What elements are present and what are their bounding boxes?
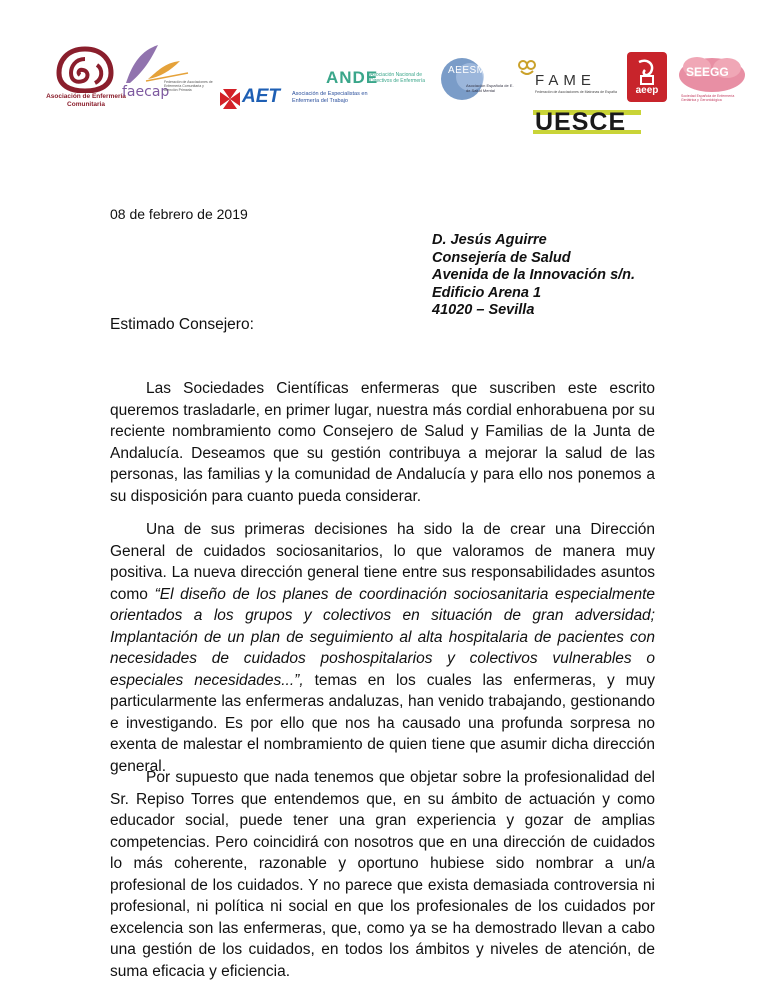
aet-logo-subtitle: Asociación de Especialistas en Enfermería del Trabajo [292, 91, 368, 104]
ande-logo-name: ANDE [326, 68, 379, 87]
aet-logo-name: AET [242, 86, 280, 107]
paragraph-2 [110, 519, 655, 777]
recipient-address [432, 232, 635, 320]
address-line: Edificio Arena 1 [432, 284, 542, 301]
uesce-logo-name: UESCE [535, 108, 627, 136]
paragraph-2-text: Una de sus primeras decisiones ha sido la de crear una Dirección General de cuidados sociosanitarios, lo que valoramos de manera muy positiva. La nueva dirección general tiene entre sus responsabilidades asuntos como [110, 521, 655, 603]
address-line: Consejería de Salud [432, 249, 571, 266]
address-line: Avenida de la Innovación s/n. [432, 267, 636, 283]
aec-emblem-icon [45, 45, 125, 93]
paragraph-2-text-end: temas en los cuales las enfermeras, y muy particularmente las enfermeras andaluzas, han venido trabajando, gestionando e investigando. Es por ello que nos ha causado una profunda sorpresa no exenta de malestar el nombramiento de quien tiene que asumir dicha dirección general. [110, 671, 655, 775]
paragraph-3: Por supuesto que nada tenemos que objetar sobre la profesionalidad del Sr. Repiso Torres que entendemos que, en su ámbito de actuación y como educador social, puede tener una gran experiencia y gozar de amplias competencias. Pero coincidirá con nosotros que en una dirección de cuidados lo más coherente, razonable y oportuno hubiese sido nombrar a un/a profesional de los cuidados. Y no parece que exista demasiada controversia ni profesional, ni política ni social en que los profesionales de los cuidados por excelencia son las enfermeras, que, como ya se ha demostrado llevan a cabo una gestión de los cuidados, en todos los ámbitos y niveles de atención, de suma eficacia y eficiencia. [110, 769, 655, 980]
aeep-logo [627, 52, 667, 102]
faecap-logo-name: faecap [122, 84, 170, 100]
salutation: Estimado Consejero: [110, 316, 254, 333]
aeesme-logo-name: AEESME [448, 65, 493, 76]
seegg-logo-subtitle: Sociedad Española de Enfermería Geriátrica y Gerontológica [681, 94, 735, 102]
address-line: 41020 – Sevilla [432, 302, 535, 318]
maltese-cross-icon [218, 87, 242, 111]
aeesme-logo [440, 55, 520, 107]
fame-logo-subtitle: Federación de Asociaciones de Matronas de España [535, 90, 617, 94]
aec-logo-name: Asociación de Enfermería Comunitaria [46, 93, 126, 108]
aeep-logo-name: aeep [635, 85, 659, 96]
fame-logo-name: FAME [535, 72, 596, 89]
paragraph-1: Las Sociedades Científicas enfermeras que suscriben este escrito queremos trasladarle, en primer lugar, nuestra más cordial enhorabuena por su reciente nombramiento como Consejero de Salud y Familias de la Junta de Andalucía. Deseamos que su gestión contribuya a mejorar la salud de las personas, las familias y la comunidad de Andalucía y para ello nos ponemos a su disposición para cuanto pueda considerar. [110, 380, 655, 505]
quill-icon [118, 43, 213, 85]
faecap-logo [118, 43, 213, 108]
fame-logo [517, 57, 627, 102]
ande-logo [322, 68, 442, 98]
faecap-logo-subtitle: Federación de Asociaciones de Enfermería Comunitaria y Atención Primaria [164, 80, 213, 92]
uesce-logo [533, 108, 643, 136]
letter-date: 08 de febrero de 2019 [110, 206, 248, 222]
fame-emblem-icon [517, 59, 537, 77]
aeesme-circle-icon [440, 55, 520, 107]
aeesme-logo-subtitle: Asociación Española de E. de Salud Mental [466, 83, 514, 93]
seegg-logo [677, 55, 747, 105]
paragraph-2-quote: “El diseño de los planes de coordinación sociosanitaria especialmente orientados a los grupos y colectivos en situación de gran adversidad; Implantación de un plan de seguimiento al alta hospitalaria de pacientes con necesidades de cuidados poshospitalarios y colectivos vulnerables o especiales necesidades...”, [110, 585, 655, 689]
aec-logo [45, 45, 125, 115]
ande-logo-subtitle: Asociación Nacional de Directivos de Enfermería [370, 72, 426, 84]
seegg-logo-name: SEEGG [686, 65, 729, 79]
address-line: D. Jesús Aguirre [432, 232, 547, 248]
